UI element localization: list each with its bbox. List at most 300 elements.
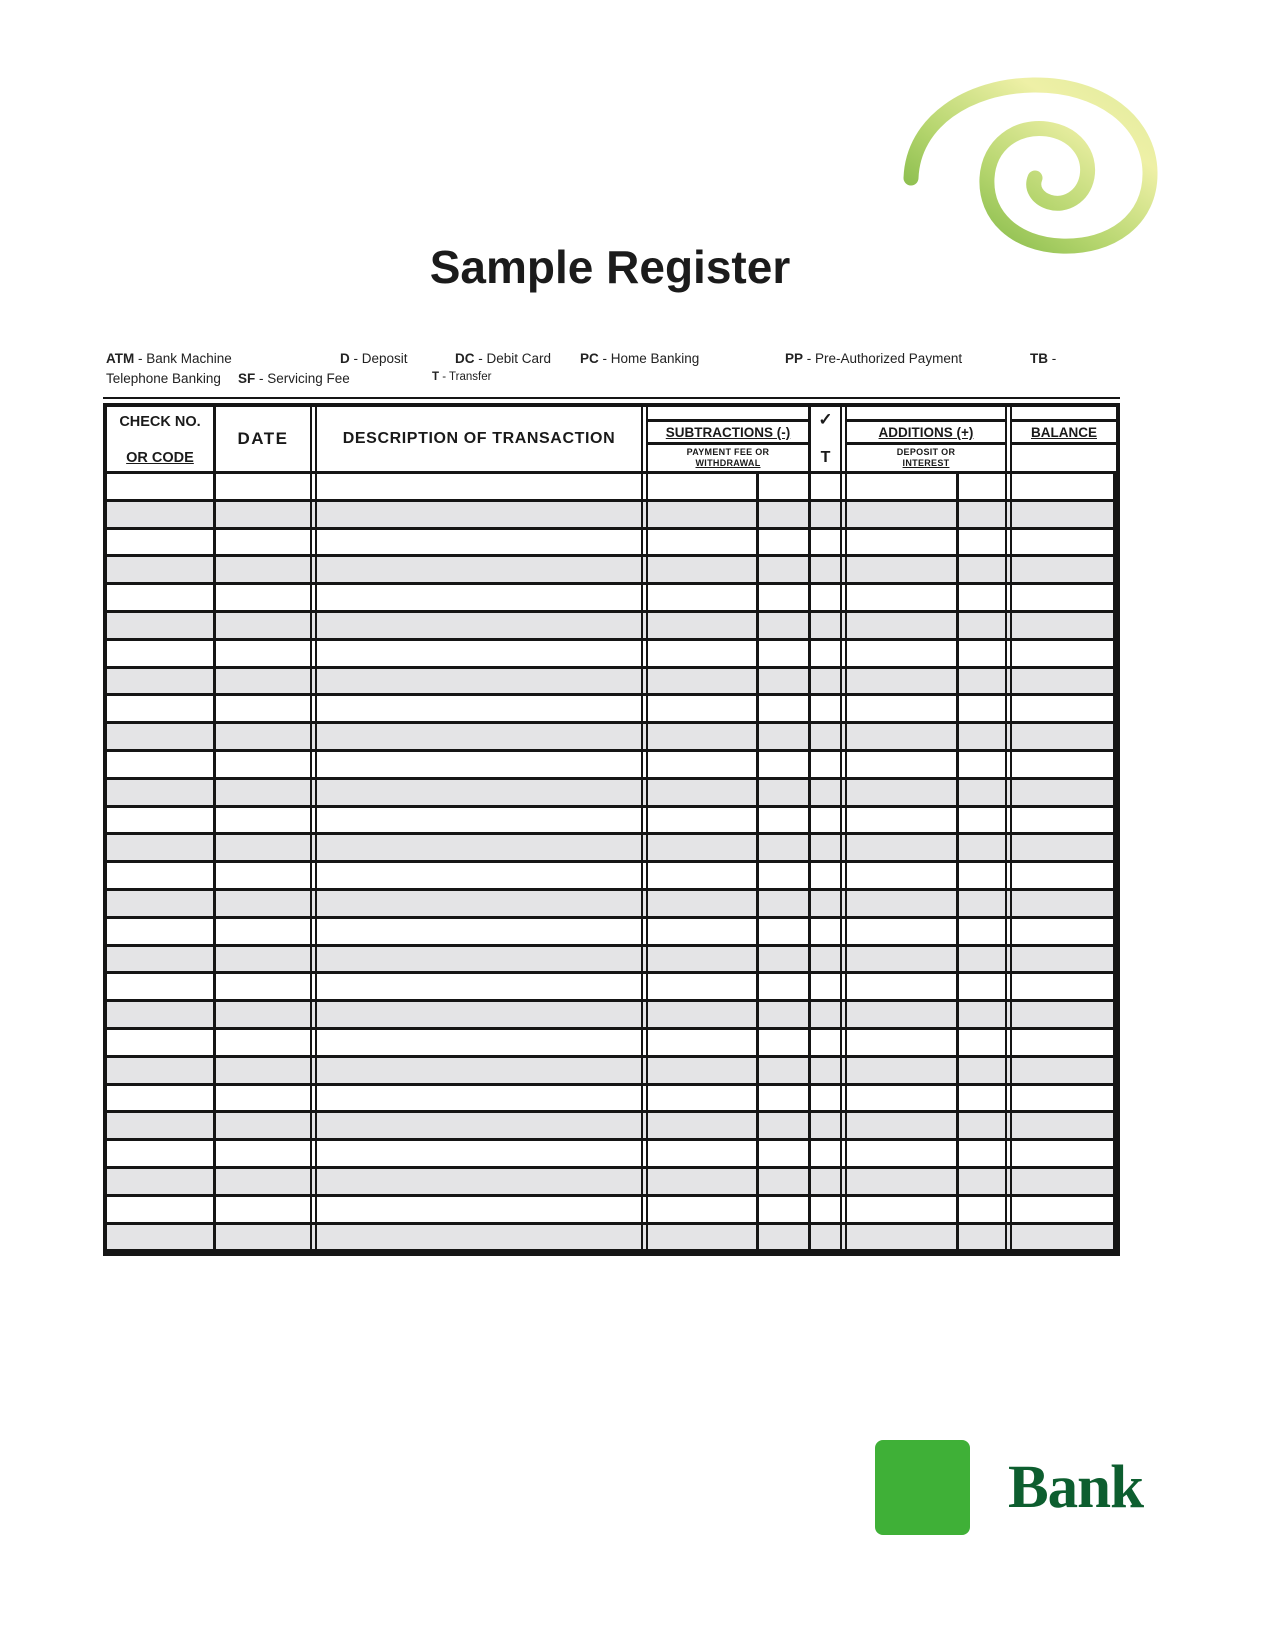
register-cell [808,1141,840,1166]
register-cell [956,1169,1005,1194]
register-cell [1005,724,1113,749]
register-cell [107,863,213,888]
register-cell [213,502,310,527]
register-cell [840,613,956,638]
register-cell [840,585,956,610]
register-cell [1005,502,1113,527]
register-cell [213,1113,310,1138]
register-cell [840,752,956,777]
register-cell [310,641,641,666]
register-cell [1005,863,1113,888]
register-cell [808,1030,840,1055]
register-cell [310,891,641,916]
header-additions [840,407,1005,471]
register-cell [213,919,310,944]
register-cell [641,891,756,916]
register-cell [1113,780,1116,805]
header-checkmark-column [808,407,840,471]
register-cell [808,1113,840,1138]
register-cell [107,780,213,805]
register-cell [956,696,1005,721]
register-cell [641,613,756,638]
register-cell [213,1197,310,1222]
register-row [107,1002,1116,1030]
register-cell [756,1086,808,1111]
register-cell [756,1169,808,1194]
legend-item: T - Transfer [432,371,492,383]
register-cell [213,891,310,916]
register-row [107,891,1116,919]
register-cell [956,1197,1005,1222]
register-cell [808,863,840,888]
register-cell [213,613,310,638]
register-cell [213,669,310,694]
register-cell [956,1113,1005,1138]
header-additions-title: ADDITIONS (+) [878,425,974,440]
register-cell [1005,752,1113,777]
register-cell [310,669,641,694]
register-cell [1113,1141,1116,1166]
register-cell [756,891,808,916]
register-cell [213,1169,310,1194]
register-cell [1113,919,1116,944]
register-cell [641,585,756,610]
register-cell [956,1225,1005,1250]
header-subtractions [641,407,808,471]
legend-item: SF - Servicing Fee [238,371,350,386]
register-cell [1005,669,1113,694]
register-cell [956,919,1005,944]
register-cell [808,585,840,610]
register-row [107,1225,1116,1253]
register-cell [1005,1058,1113,1083]
register-cell [213,641,310,666]
register-cell [756,1113,808,1138]
register-cell [840,696,956,721]
register-cell [956,585,1005,610]
register-cell [1113,835,1116,860]
header-transfer-letter: T [820,449,831,466]
register-cell [310,947,641,972]
register-cell [840,891,956,916]
register-cell [808,1002,840,1027]
register-cell [1005,530,1113,555]
register-cell [956,863,1005,888]
register-cell [756,1225,808,1250]
register-cell [808,1086,840,1111]
register-cell [1005,474,1113,499]
register-cell [310,780,641,805]
register-cell [756,752,808,777]
register-cell [107,1141,213,1166]
register-cell [956,557,1005,582]
register-cell [956,891,1005,916]
register-cell [1113,724,1116,749]
register-cell [808,669,840,694]
register-cell [310,863,641,888]
register-cell [107,891,213,916]
register-cell [107,1030,213,1055]
register-row [107,1030,1116,1058]
register-cell [756,530,808,555]
page-title: Sample Register [429,241,791,293]
register-cell [1113,1225,1116,1250]
header-subtractions-sub1: PAYMENT FEE OR [686,447,770,457]
register-row [107,613,1116,641]
header-subtractions-sub2: WITHDRAWAL [695,458,761,469]
legend-item: D - Deposit [340,351,408,366]
register-cell [107,919,213,944]
register-cell [310,1197,641,1222]
register-cell [641,530,756,555]
register-cell [808,502,840,527]
register-cell [1113,641,1116,666]
register-row [107,641,1116,669]
header-check-no-line1: CHECK NO. [119,414,201,430]
register-cell [840,557,956,582]
register-row [107,863,1116,891]
register-cell [641,669,756,694]
bank-logo-square-icon [875,1440,970,1535]
register-cell [641,641,756,666]
register-cell [107,808,213,833]
register-cell [756,557,808,582]
register-cell [107,724,213,749]
register-cell [756,780,808,805]
register-cell [808,474,840,499]
register-cell [107,669,213,694]
register-row [107,919,1116,947]
header-balance [1005,407,1116,471]
register-cell [213,696,310,721]
register-cell [1113,696,1116,721]
register-cell [808,974,840,999]
register-cell [641,1169,756,1194]
register-cell [213,557,310,582]
register-cell [213,863,310,888]
register-cell [840,641,956,666]
register-cell [310,1086,641,1111]
register-cell [1005,1030,1113,1055]
register-row [107,974,1116,1002]
register-cell [641,1030,756,1055]
register-cell [107,641,213,666]
register-cell [1113,947,1116,972]
register-cell [213,1002,310,1027]
header-check-no [107,407,213,471]
register-cell [840,780,956,805]
register-cell [1005,585,1113,610]
register-cell [213,585,310,610]
legend-item: TB - [1030,351,1057,366]
register-cell [107,474,213,499]
register-cell [756,947,808,972]
register-row [107,752,1116,780]
register-cell [107,557,213,582]
register-cell [641,752,756,777]
register-cell [107,1169,213,1194]
register-row [107,530,1116,558]
register-cell [641,557,756,582]
register-cell [1113,752,1116,777]
register-cell [1113,530,1116,555]
register-cell [956,1002,1005,1027]
register-cell [756,696,808,721]
register-cell [756,863,808,888]
register-row [107,1113,1116,1141]
register-cell [1113,863,1116,888]
register-cell [107,1002,213,1027]
register-cell [641,780,756,805]
register-cell [310,696,641,721]
register-cell [756,613,808,638]
header-additions-sub1: DEPOSIT OR [896,447,956,457]
register-cell [1113,808,1116,833]
legend-item: PP - Pre-Authorized Payment [785,351,963,366]
register-cell [756,1002,808,1027]
register-cell [840,835,956,860]
register-cell [1005,947,1113,972]
register-cell [840,474,956,499]
register-table [103,397,1120,1256]
register-cell [840,974,956,999]
register-cell [808,724,840,749]
register-cell [310,808,641,833]
register-cell [1005,891,1113,916]
register-cell [310,1030,641,1055]
register-cell [310,474,641,499]
register-cell [756,1058,808,1083]
register-cell [641,974,756,999]
register-cell [1005,557,1113,582]
register-cell [310,752,641,777]
register-row [107,1086,1116,1114]
register-cell [840,1141,956,1166]
register-row [107,808,1116,836]
register-cell [956,780,1005,805]
register-cell [641,696,756,721]
register-cell [641,724,756,749]
register-cell [641,808,756,833]
register-row [107,557,1116,585]
register-cell [1113,613,1116,638]
checkmark-icon: ✓ [818,410,833,429]
register-cell [1113,585,1116,610]
register-cell [213,530,310,555]
register-cell [107,530,213,555]
register-cell [107,585,213,610]
register-cell [808,1169,840,1194]
register-cell [1005,835,1113,860]
register-cell [840,1086,956,1111]
register-cell [310,1113,641,1138]
register-cell [1005,808,1113,833]
register-cell [310,557,641,582]
register-cell [107,1058,213,1083]
register-cell [213,1058,310,1083]
legend-line-2 [0,371,1275,389]
register-cell [756,835,808,860]
register-cell [840,724,956,749]
register-row [107,1169,1116,1197]
register-row [107,502,1116,530]
register-cell [107,1113,213,1138]
register-cell [756,641,808,666]
register-cell [641,1086,756,1111]
register-cell [956,724,1005,749]
register-cell [107,752,213,777]
register-cell [1005,1086,1113,1111]
header-check-no-line2: OR CODE [126,450,194,466]
register-cell [1005,780,1113,805]
register-cell [808,1197,840,1222]
register-cell [213,752,310,777]
register-cell [956,808,1005,833]
register-cell [310,613,641,638]
register-cell [840,863,956,888]
register-cell [808,530,840,555]
register-cell [756,919,808,944]
register-cell [641,1197,756,1222]
register-cell [1113,1002,1116,1027]
register-cell [1113,1058,1116,1083]
register-cell [956,1030,1005,1055]
register-cell [213,974,310,999]
bank-logo [875,1440,1143,1535]
table-top-rule [103,397,1120,399]
register-cell [808,641,840,666]
header-subtractions-title: SUBTRACTIONS (-) [665,425,791,440]
register-cell [1005,974,1113,999]
register-cell [840,947,956,972]
header-additions-sub2: INTEREST [902,458,950,469]
register-cell [840,669,956,694]
table-header [107,407,1116,474]
register-cell [107,502,213,527]
register-cell [808,780,840,805]
table-frame [103,403,1120,1256]
register-cell [310,724,641,749]
register-cell [840,1058,956,1083]
register-cell [641,1113,756,1138]
register-cell [956,1141,1005,1166]
legend-item: ATM - Bank Machine [106,351,232,366]
register-cell [956,1086,1005,1111]
register-cell [1113,557,1116,582]
register-cell [213,474,310,499]
register-row [107,835,1116,863]
register-cell [1005,1225,1113,1250]
register-cell [310,1225,641,1250]
register-cell [808,613,840,638]
register-cell [1113,474,1116,499]
register-cell [840,919,956,944]
register-cell [107,835,213,860]
register-cell [808,752,840,777]
register-cell [956,1058,1005,1083]
register-cell [756,1197,808,1222]
register-cell [310,974,641,999]
register-cell [107,1086,213,1111]
register-cell [808,696,840,721]
register-cell [1005,696,1113,721]
header-description [310,407,641,471]
register-cell [1005,1197,1113,1222]
register-row [107,780,1116,808]
register-cell [956,835,1005,860]
register-cell [756,1141,808,1166]
register-row [107,947,1116,975]
register-cell [840,808,956,833]
register-cell [1113,1030,1116,1055]
legend-line-1 [0,351,1275,369]
register-cell [107,613,213,638]
register-cell [310,1141,641,1166]
register-cell [641,1002,756,1027]
register-cell [756,669,808,694]
register-cell [956,530,1005,555]
register-cell [641,474,756,499]
register-cell [641,947,756,972]
register-cell [310,530,641,555]
register-cell [808,835,840,860]
register-cell [310,1002,641,1027]
header-balance-label: BALANCE [1031,425,1097,440]
header-date [213,407,310,471]
register-cell [107,1225,213,1250]
register-row [107,1058,1116,1086]
register-cell [808,891,840,916]
register-cell [840,1169,956,1194]
register-cell [107,696,213,721]
register-cell [1113,891,1116,916]
register-cell [641,1225,756,1250]
register-cell [213,808,310,833]
register-cell [1113,1169,1116,1194]
register-row [107,696,1116,724]
register-cell [107,1197,213,1222]
register-cell [213,1030,310,1055]
header-description-label: DESCRIPTION OF TRANSACTION [342,430,616,447]
register-cell [956,474,1005,499]
register-cell [1005,1113,1113,1138]
register-row [107,585,1116,613]
bank-logo-text: Bank [1008,1453,1144,1521]
register-cell [310,919,641,944]
register-cell [310,585,641,610]
register-cell [1005,919,1113,944]
register-cell [808,919,840,944]
register-cell [840,1002,956,1027]
register-cell [310,502,641,527]
register-cell [213,1225,310,1250]
legend-item: DC - Debit Card [455,351,552,366]
register-cell [756,1030,808,1055]
register-cell [641,502,756,527]
register-cell [310,1058,641,1083]
register-cell [310,835,641,860]
register-cell [1005,1141,1113,1166]
register-cell [1113,1113,1116,1138]
table-body [107,474,1116,1252]
register-cell [213,1141,310,1166]
register-cell [756,585,808,610]
register-cell [1113,974,1116,999]
register-row [107,1141,1116,1169]
register-row [107,669,1116,697]
register-cell [1113,1197,1116,1222]
register-cell [756,808,808,833]
